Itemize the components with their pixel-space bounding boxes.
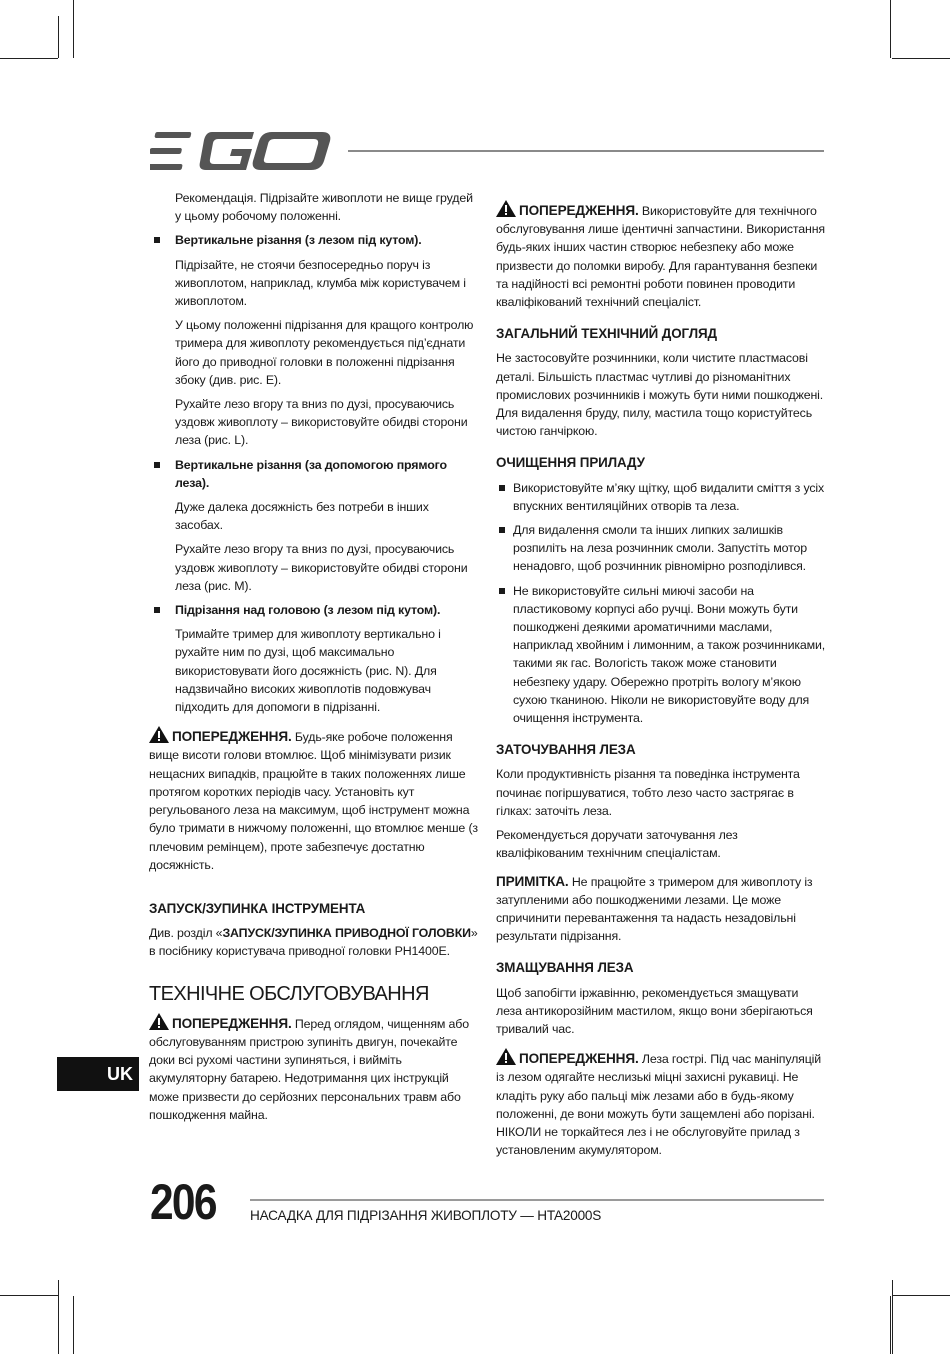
paragraph: Рухайте лезо вгору та вниз по дузі, просуваючись уздовж живоплоту – використовуйте обидві сторони леза (рис. M). bbox=[175, 542, 468, 593]
crop-mark bbox=[73, 1296, 74, 1354]
list-item bbox=[149, 456, 479, 492]
paragraph bbox=[149, 924, 479, 960]
list-item-text: Не використовуйте сильні миючі засоби на пластиковому корпусі або ручці. Вони можуть бути пошкоджені деякими ароматичними маслами, наприклад хвойним і лимонним, а також розчинниками, такими як гас. Вологість також може становити небезпеку удару. Обережно протріть вологу м’якою сухою тканиною. Ніколи не використовуйте воду для очищення інструмента. bbox=[513, 583, 826, 726]
warning-label: ПОПЕРЕДЖЕННЯ. bbox=[519, 1051, 639, 1067]
list-item-title: Вертикальне різання (з лезом під кутом). bbox=[175, 233, 422, 248]
language-tab: UK bbox=[57, 1057, 139, 1091]
right-column bbox=[496, 200, 826, 1165]
list-item bbox=[149, 231, 479, 249]
list-item bbox=[149, 601, 479, 619]
warning-block bbox=[496, 200, 826, 311]
warning-text: Леза гострі. Під час маніпуляцій із лезом одягайте неслизькі міцні захисні рукавиці. Не кладіть руку або пальці між лезами або в будь-якому положенні, де вони можуть бути защемлені або порізані. НІКОЛИ не торкайтеся лез і не обслуговуйте прилад з установленим акумулятором. bbox=[496, 1052, 822, 1158]
intro-paragraph: Рекомендація. Підрізайте живоплоти не вище грудей у цьому робочому положенні. bbox=[175, 191, 473, 224]
text-run: Див. розділ « bbox=[149, 926, 223, 941]
section-heading: ЗАТОЧУВАННЯ ЛЕЗА bbox=[496, 742, 636, 758]
list-item bbox=[496, 479, 826, 515]
list-item bbox=[496, 582, 826, 728]
left-column bbox=[149, 189, 479, 1130]
crop-mark bbox=[890, 1296, 891, 1354]
crop-mark bbox=[890, 0, 891, 58]
footer-rule bbox=[250, 1199, 824, 1201]
list-item-text: Використовуйте м’яку щітку, щоб видалити сміття з усіх впускних вентиляційних отворів та леза. bbox=[513, 480, 825, 513]
crop-mark bbox=[73, 0, 74, 58]
crop-mark bbox=[58, 16, 59, 58]
paragraph: Тримайте тример для живоплоту вертикально і рухайте ним по дузі, щоб максимально використовувати його досяжність (рис. N). Для надзвичайно високих живоплотів подовжувач підходить для допомоги в підрізанні. bbox=[175, 627, 441, 715]
paragraph: Щоб запобігти іржавінню, рекомендується змащувати леза антикорозійним мастилом, якщо вони зберігаються тривалий час. bbox=[496, 985, 813, 1036]
note-text: Не працюйте з тримером для живоплоту із затупленими або пошкодженими лезами. Це може спричинити перевантаження та надасть незадовільні результати підрізання. bbox=[496, 874, 813, 944]
ego-logo bbox=[150, 130, 332, 172]
text-run: » в посібнику користувача приводної головки PH1400E. bbox=[149, 926, 478, 959]
warning-triangle-icon bbox=[149, 726, 169, 743]
page-number: 206 bbox=[150, 1174, 216, 1230]
warning-label: ПОПЕРЕДЖЕННЯ. bbox=[172, 729, 292, 745]
chapter-heading: ТЕХНІЧНЕ ОБСЛУГОВУВАННЯ bbox=[149, 982, 429, 1005]
crop-mark bbox=[58, 1280, 59, 1354]
crop-mark bbox=[892, 58, 950, 59]
section-heading: ЗАПУСК/ЗУПИНКА ІНСТРУМЕНТА bbox=[149, 900, 366, 916]
footer-title: НАСАДКА ДЛЯ ПІДРІЗАННЯ ЖИВОПЛОТУ — HTA2000S bbox=[250, 1208, 602, 1223]
warning-triangle-icon bbox=[496, 200, 516, 217]
bullet-square-icon bbox=[154, 462, 160, 468]
paragraph: Коли продуктивність різання та поведінка інструмента починає погіршуватися, тобто лезо часто застрягає в гілках: заточіть леза. bbox=[496, 767, 800, 818]
warning-label: ПОПЕРЕДЖЕННЯ. bbox=[519, 203, 639, 218]
bullet-square-icon bbox=[499, 485, 505, 491]
crop-mark bbox=[892, 1280, 893, 1354]
section-heading: ОЧИЩЕННЯ ПРИЛАДУ bbox=[496, 455, 645, 471]
bullet-square-icon bbox=[154, 607, 160, 613]
list-item-text: Для видалення смоли та інших липких залишків розпиліть на леза розчинник смоли. Запустіть мотор ненадовго, щоб розчинник рівномірно розподілився. bbox=[513, 523, 807, 574]
paragraph: Рухайте лезо вгору та вниз по дузі, просуваючись уздовж живоплоту – використовуйте обидві сторони леза (рис. L). bbox=[175, 397, 468, 448]
warning-triangle-icon bbox=[496, 1048, 516, 1065]
warning-label: ПОПЕРЕДЖЕННЯ. bbox=[172, 1015, 292, 1031]
paragraph: Дуже далека досяжність без потреби в інших засобах. bbox=[175, 500, 429, 533]
bullet-square-icon bbox=[499, 588, 505, 594]
warning-block bbox=[149, 1013, 479, 1124]
note-block bbox=[496, 873, 826, 946]
note-label: ПРИМІТКА. bbox=[496, 873, 569, 889]
warning-text: Будь-яке робоче положення вище висоти голови втомлює. Щоб мінімізувати ризик нещасних випадків, працюйте в таких положеннях лише протягом коротких періодів часу. Установіть кут регульованого леза на максимум, щоб інструмент можна було тримати в нижчому положенні, що втомлює менше (з плечовим ремінцем), проте забезпечує достатню досяжність. bbox=[149, 730, 478, 872]
crop-mark bbox=[0, 1295, 58, 1296]
warning-block bbox=[496, 1048, 826, 1159]
paragraph: У цьому положенні підрізання для кращого контролю тримера для живоплоту рекомендується під’єднати його до приводної головки в положенні підрізання збоку (див. рис. E). bbox=[175, 318, 474, 387]
list-item-title: Підрізання над головою (з лезом під кутом). bbox=[175, 603, 441, 618]
warning-triangle-icon bbox=[149, 1013, 169, 1030]
crop-mark bbox=[892, 1295, 950, 1296]
paragraph: Рекомендується доручати заточування лез кваліфікованим технічним спеціалістам. bbox=[496, 828, 738, 861]
header-rule bbox=[348, 150, 824, 152]
bullet-square-icon bbox=[499, 527, 505, 533]
warning-block bbox=[149, 726, 479, 874]
list-item bbox=[496, 521, 826, 576]
crop-mark bbox=[0, 58, 58, 59]
list-item-title: Вертикальне різання (за допомогою прямого леза). bbox=[175, 457, 447, 490]
warning-text: Перед оглядом, чищенням або обслуговуванням пристрою зупиніть двигун, почекайте доки всі рухомі частини зупиняться, і вийміть акумуляторну батарею. Недотримання цих інструкцій може призвести до серйозних персональних травм або пошкодження майна. bbox=[149, 1016, 469, 1122]
section-heading: ЗМАЩУВАННЯ ЛЕЗА bbox=[496, 960, 634, 976]
section-heading: ЗАГАЛЬНИЙ ТЕХНІЧНИЙ ДОГЛЯД bbox=[496, 326, 717, 342]
bullet-square-icon bbox=[154, 237, 160, 243]
warning-text: Використовуйте для технічного обслуговування лише ідентичні запчастини. Використання будь-яких інших частин створює небезпеку або може призвести до поломки виробу. Для гарантування безпеки та надійності всі ремонтні роботи повинен проводити кваліфікований технічний спеціаліст. bbox=[496, 204, 825, 310]
paragraph: Не застосовуйте розчинники, коли чистите пластмасові деталі. Більшість пластмас чутливі до різноманітних промислових розчинників і можуть бути ними пошкоджені. Для видалення бруду, пилу, мастила тощо користуйтесь чистою ганчіркою. bbox=[496, 351, 824, 439]
text-run-bold: ЗАПУСК/ЗУПИНКА ПРИВОДНОЇ ГОЛОВКИ bbox=[222, 926, 471, 941]
paragraph: Підрізайте, не стоячи безпосередньо поруч із живоплотом, наприклад, клумба між користувачем і живоплотом. bbox=[175, 257, 466, 309]
